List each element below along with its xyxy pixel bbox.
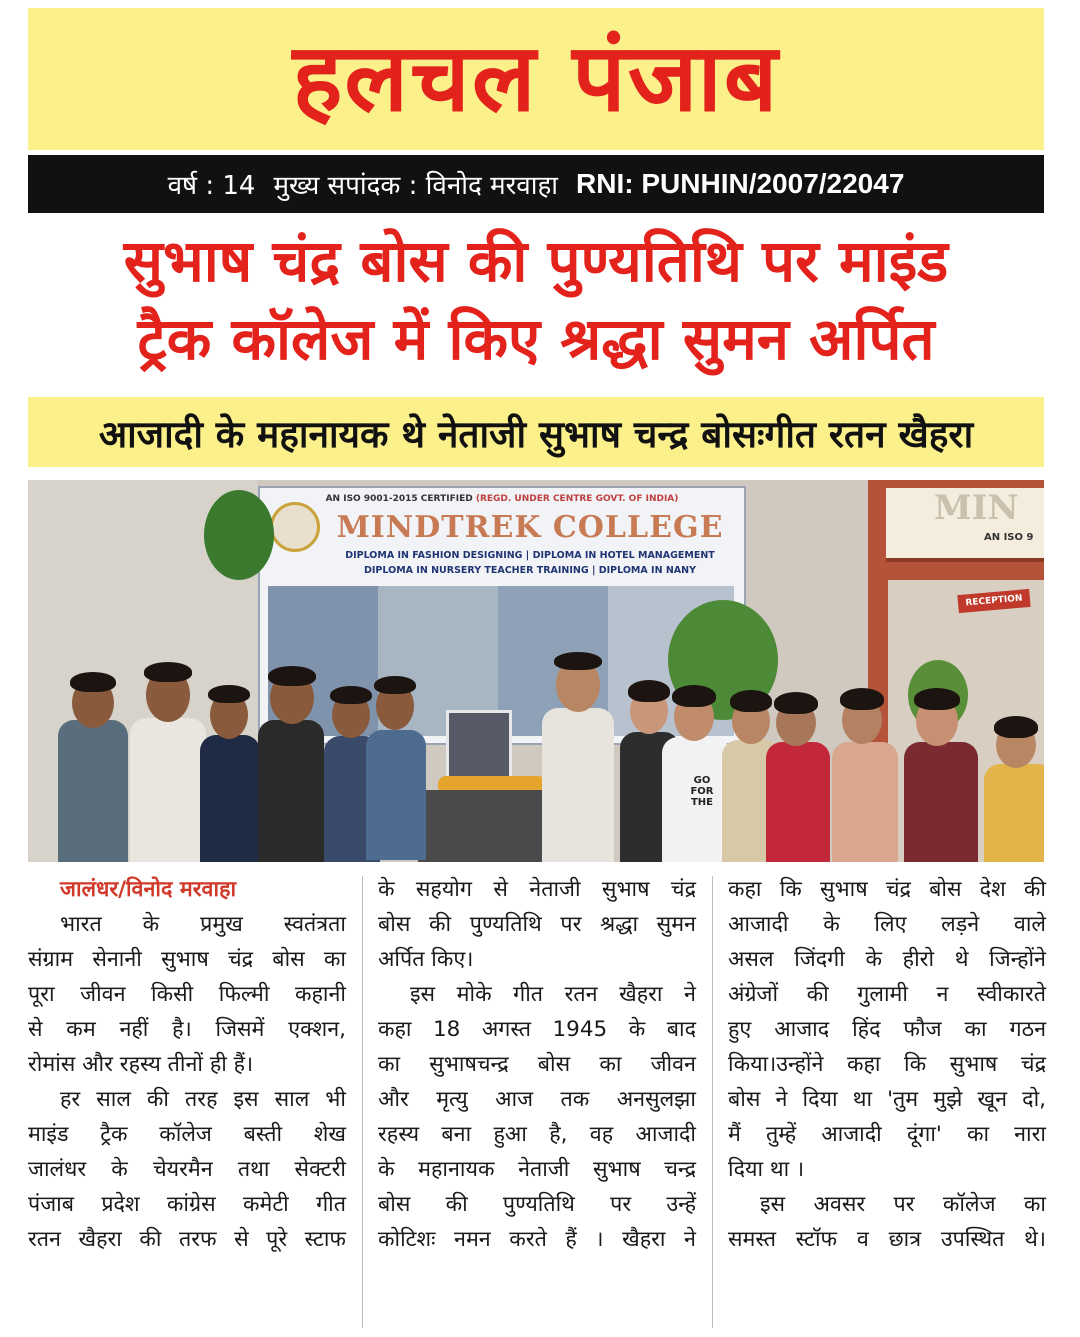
- news-photo: [28, 480, 1044, 862]
- plant: [204, 490, 274, 580]
- table: [418, 790, 548, 862]
- newspaper-title: हलचल पंजाब: [292, 24, 780, 133]
- column-divider: [712, 876, 713, 1328]
- headline-line-1: सुभाष चंद्र बोस की पुण्यतिथि पर माइंड: [123, 227, 949, 295]
- headline-line-2: ट्रैक कॉलेज में किए श्रद्धा सुमन अर्पित: [137, 305, 935, 373]
- byline: जालंधर/विनोद मरवाहा: [60, 877, 237, 902]
- column-divider: [362, 876, 363, 1328]
- banner-courses-2: DIPLOMA IN NURSERY TEACHER TRAINING | DIPLOMA IN NANY: [364, 565, 696, 576]
- subheadline: आजादी के महानायक थे नेताजी सुभाष चन्द्र बोसःगीत रतन खैहरा: [28, 397, 1044, 467]
- netaji-portrait: [446, 710, 512, 786]
- banner-college-name: MINDTREK COLLEGE: [336, 510, 724, 545]
- masthead: [28, 8, 1044, 150]
- info-bar: [28, 155, 1044, 213]
- year-label: वर्ष : 14: [167, 171, 256, 201]
- college-logo: [270, 502, 320, 552]
- banner-iso-text: AN ISO 9001-2015 CERTIFIED (REGD. UNDER CENTRE GOVT. OF INDIA): [325, 494, 679, 504]
- reception-sign: RECEPTION: [957, 589, 1030, 613]
- article-column-3: कहा कि सुभाष चंद्र बोस देश की आजादी के लिए लड़ने वाले असल जिंदगी के हीरो थे जिन्होंने अंग्रेजों की गुलामी न स्वीकारते हुए आजाद हिंद फौज का गठन किया।उन्होंने कहा कि सुभाष चंद्र बोस ने दिया था 'तुम मुझे खून दो, मैं तुम्हें आजादी दूंगा' का नारा दिया था । इस अवसर पर कॉलेज का समस्त स्टॉफ व छात्र उपस्थित थे।: [728, 877, 1046, 1252]
- banner-courses-1: DIPLOMA IN FASHION DESIGNING | DIPLOMA IN HOTEL MANAGEMENT: [345, 550, 715, 561]
- article-column-1: जालंधर/विनोद मरवाहा भारत के प्रमुख स्वतंत्रता संग्राम सेनानी सुभाष चंद्र बोस का पूरा जीवन किसी फिल्मी कहानी से कम नहीं है। जिसमें एक्शन, रोमांस और रहस्य तीनों ही हैं। हर साल की तरह इस साल भी माइंड ट्रैक कॉलेज बस्ती शेख जालंधर के चेयरमैन तथा सेक्टरी पंजाब प्रदेश कांग्रेस कमेटी गीत रतन खैहरा की तरफ से पूरे स्टाफ: [28, 872, 346, 1330]
- shirt-print: GO FOR THE: [690, 775, 714, 808]
- rni-number: RNI: PUNHIN/2007/22047: [576, 168, 905, 199]
- headline: [28, 222, 1044, 378]
- right-signboard: MIN AN ISO 9: [886, 488, 1044, 562]
- editor-label: मुख्य सपांदक : विनोद मरवाहा: [273, 171, 559, 201]
- college-banner: [258, 486, 746, 745]
- article-column-2: के सहयोग से नेताजी सुभाष चंद्र बोस की पुण्यतिथि पर श्रद्धा सुमन अर्पित किए। इस मोके गीत रतन खैहरा ने कहा 18 अगस्त 1945 के बाद का सुभाषचन्द्र बोस का जीवन और मृत्यु आज तक अनसुलझा रहस्य बना हुआ है, वह आजादी के महानायक नेताजी सुभाष चन्द्र बोस की पुण्यतिथि पर उन्हें कोटिशः नमन करते हैं । खैहरा ने: [378, 877, 696, 1252]
